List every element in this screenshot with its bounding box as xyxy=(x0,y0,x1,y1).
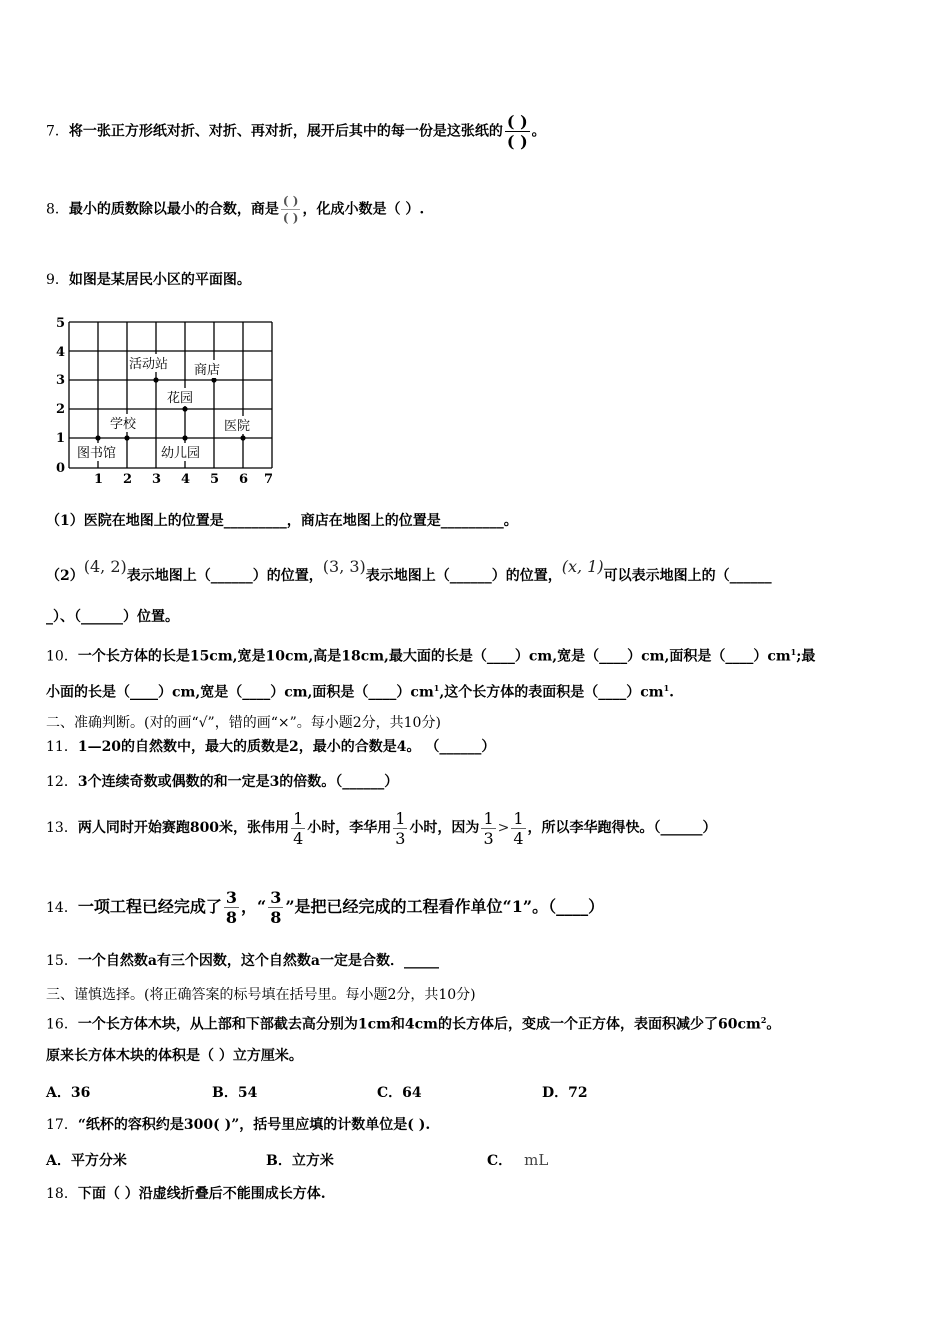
option-a[interactable]: A．平方分米 xyxy=(46,1153,127,1169)
blank-fraction xyxy=(505,112,530,151)
superscript: 1 xyxy=(790,647,797,657)
coordinate-x-1: (x, 1) xyxy=(561,557,604,576)
section-title: 三、谨慎选择。(将正确答案的标号填在括号里。每小题2分，共10分) xyxy=(46,987,476,1003)
question-18 xyxy=(46,1185,326,1203)
question-15 xyxy=(46,952,439,970)
question-text: 一个长方体木块，从上部和下部截去高分别为1cm和4cm的长方体后，变成一个正方体，表面积减少了60cm xyxy=(77,1016,761,1033)
x-tick: 3 xyxy=(152,472,162,487)
fraction-one-quarter xyxy=(511,809,525,848)
question-number: 8． xyxy=(46,201,69,218)
question-tail: 。 xyxy=(531,123,546,140)
option-a[interactable]: A．36 xyxy=(46,1085,91,1101)
sub-question-text: （1）医院在地图上的位置是_________，商店在地图上的位置是_________。 xyxy=(46,513,518,529)
section-title: 二、准确判断。(对的画“√”，错的画“×”。每小题2分，共10分) xyxy=(46,715,441,731)
x-tick: 4 xyxy=(181,472,191,487)
question-16-line2 xyxy=(46,1047,303,1065)
question-number: 18． xyxy=(46,1186,78,1202)
map-point xyxy=(124,435,129,440)
fraction-one-third xyxy=(481,809,495,848)
place-label: 图书馆 xyxy=(77,446,117,461)
question-number: 9． xyxy=(46,272,69,288)
fraction-numerator: 3 xyxy=(270,888,282,907)
superscript: 2 xyxy=(760,1015,767,1025)
question-number: 7． xyxy=(46,123,69,140)
question-text: ”是把已经完成的工程看作单位“1”。（____） xyxy=(285,897,605,916)
fraction-numerator: 1 xyxy=(483,808,494,828)
unit-ml: mL xyxy=(524,1151,549,1169)
y-tick: 3 xyxy=(56,373,66,388)
question-text: 一个长方体的长是15cm,宽是10cm,高是18cm,最大面的长是（____）cm,宽是（____）cm,面积是（____）cm xyxy=(77,648,791,665)
fraction-numerator: ( ) xyxy=(282,194,299,208)
question-text: 一个自然数a有三个因数，这个自然数a一定是合数．_____ xyxy=(77,953,439,969)
question-text: “纸杯的容积约是300( )”，括号里应填的计数单位是( ). xyxy=(77,1117,431,1133)
map-point xyxy=(95,435,100,440)
question-16-line1 xyxy=(46,1011,780,1034)
fraction-one-quarter xyxy=(291,809,305,848)
fraction-denominator: ( ) xyxy=(282,211,299,225)
section-3-heading xyxy=(46,986,476,1004)
map-point xyxy=(182,435,187,440)
sub-question-text: _）、（______）位置。 xyxy=(46,609,179,625)
sub-question-number: （2） xyxy=(46,568,84,584)
place-label: 学校 xyxy=(110,417,137,432)
question-number: 15． xyxy=(46,953,78,969)
place-label: 幼儿园 xyxy=(161,446,201,461)
question-number: 16． xyxy=(46,1016,78,1033)
question-9 xyxy=(46,271,251,289)
question-text: ,这个长方体的表面积是（____）cm xyxy=(439,684,664,701)
y-tick: 5 xyxy=(56,316,66,331)
map-point xyxy=(153,377,158,382)
fraction-one-third xyxy=(393,809,407,848)
community-map xyxy=(52,314,292,494)
question-8 xyxy=(46,193,424,226)
question-text: 将一张正方形纸对折、对折、再对折，展开后其中的每一份是这张纸的 xyxy=(68,123,503,140)
question-text: 小面的长是（____）cm,宽是（____）cm,面积是（____）cm xyxy=(46,684,434,701)
y-tick: 4 xyxy=(56,345,66,360)
place-label: 商店 xyxy=(194,363,221,378)
x-tick: 6 xyxy=(239,472,249,487)
question-17 xyxy=(46,1116,430,1134)
option-b[interactable]: B．54 xyxy=(212,1085,258,1101)
fraction-numerator: ( ) xyxy=(506,112,528,131)
fraction-denominator: 3 xyxy=(395,828,406,848)
y-tick: 0 xyxy=(56,461,66,476)
option-d[interactable]: D．72 xyxy=(542,1085,588,1101)
option-b[interactable]: B．立方米 xyxy=(266,1153,334,1169)
question-text: 原来长方体木块的体积是（ ）立方厘米。 xyxy=(46,1048,303,1064)
question-10-line2 xyxy=(46,679,674,702)
question-text: ，“ xyxy=(240,897,267,916)
question-text: ;最 xyxy=(796,648,816,665)
question-text: 。 xyxy=(766,1016,781,1033)
question-number: 10． xyxy=(46,648,78,665)
question-text: 一项工程已经完成了 xyxy=(77,897,222,916)
y-tick: 2 xyxy=(56,402,66,417)
question-text: 如图是某居民小区的平面图。 xyxy=(68,272,251,288)
option-c[interactable] xyxy=(487,1150,548,1170)
question-9-sub2-cont xyxy=(46,608,179,626)
question-number: 17． xyxy=(46,1117,78,1133)
place-label: 花园 xyxy=(167,391,194,406)
question-12 xyxy=(46,773,398,791)
section-2-heading xyxy=(46,714,441,732)
question-text: 下面（ ）沿虚线折叠后不能围成长方体. xyxy=(77,1186,326,1202)
option-label: C． xyxy=(487,1153,513,1169)
fraction-denominator: 3 xyxy=(483,828,494,848)
question-11 xyxy=(46,738,495,756)
x-tick: 2 xyxy=(123,472,133,487)
question-13 xyxy=(46,808,717,848)
place-label: 医院 xyxy=(224,419,251,434)
fraction-numerator: 1 xyxy=(395,808,406,828)
question-number: 12． xyxy=(46,774,78,790)
sub-question-text: 表示地图上（______）的位置， xyxy=(365,568,562,584)
question-text: 两人同时开始赛跑800米，张伟用 xyxy=(77,820,290,836)
question-number: 11． xyxy=(46,739,78,755)
map-point xyxy=(182,406,187,411)
y-tick: 1 xyxy=(56,431,66,446)
fraction-numerator: 3 xyxy=(225,888,237,907)
question-text: 1—20的自然数中，最大的质数是2，最小的合数是4。 （______） xyxy=(77,739,496,755)
question-tail: ，化成小数是（ ）. xyxy=(302,201,425,218)
coordinate-3-3: (3, 3) xyxy=(322,557,366,576)
question-7 xyxy=(46,112,546,151)
fraction-three-eighths xyxy=(268,888,283,927)
fraction-denominator: 4 xyxy=(293,828,304,848)
question-text: 小时，李华用 xyxy=(307,820,392,836)
question-text: ，所以李华跑得快。（______） xyxy=(527,820,717,836)
question-number: 13． xyxy=(46,820,78,836)
blank-fraction xyxy=(281,193,301,226)
coordinate-4-2: (4, 2) xyxy=(83,557,127,576)
question-text: 3个连续奇数或偶数的和一定是3的倍数。（______） xyxy=(77,774,399,790)
fraction-three-eighths xyxy=(224,888,239,927)
option-c[interactable]: C．64 xyxy=(377,1085,422,1101)
x-tick: 1 xyxy=(94,472,104,487)
question-9-sub2 xyxy=(46,552,772,582)
sub-question-text: 表示地图上（______）的位置， xyxy=(126,568,323,584)
place-label: 活动站 xyxy=(129,357,169,372)
question-text: 小时，因为 xyxy=(409,820,480,836)
fraction-numerator: 1 xyxy=(513,808,524,828)
superscript: 1 xyxy=(663,683,670,693)
question-14 xyxy=(46,885,604,929)
fraction-denominator: 8 xyxy=(270,908,282,927)
question-10-line1 xyxy=(46,643,815,666)
fraction-denominator: 8 xyxy=(225,908,237,927)
map-point xyxy=(240,435,245,440)
fraction-denominator: 4 xyxy=(513,828,524,848)
question-9-sub1 xyxy=(46,512,518,530)
map-point xyxy=(211,377,216,382)
question-number: 14． xyxy=(46,900,78,916)
question-text: . xyxy=(669,684,675,701)
x-tick: 7 xyxy=(264,472,274,487)
fraction-denominator: ( ) xyxy=(506,132,528,151)
question-text: 最小的质数除以最小的合数，商是 xyxy=(68,201,279,218)
x-tick: 5 xyxy=(210,472,220,487)
sub-question-text: 可以表示地图上的（______ xyxy=(603,568,772,584)
greater-than-sign: > xyxy=(497,820,510,836)
fraction-numerator: 1 xyxy=(293,808,304,828)
superscript: 1 xyxy=(433,683,440,693)
